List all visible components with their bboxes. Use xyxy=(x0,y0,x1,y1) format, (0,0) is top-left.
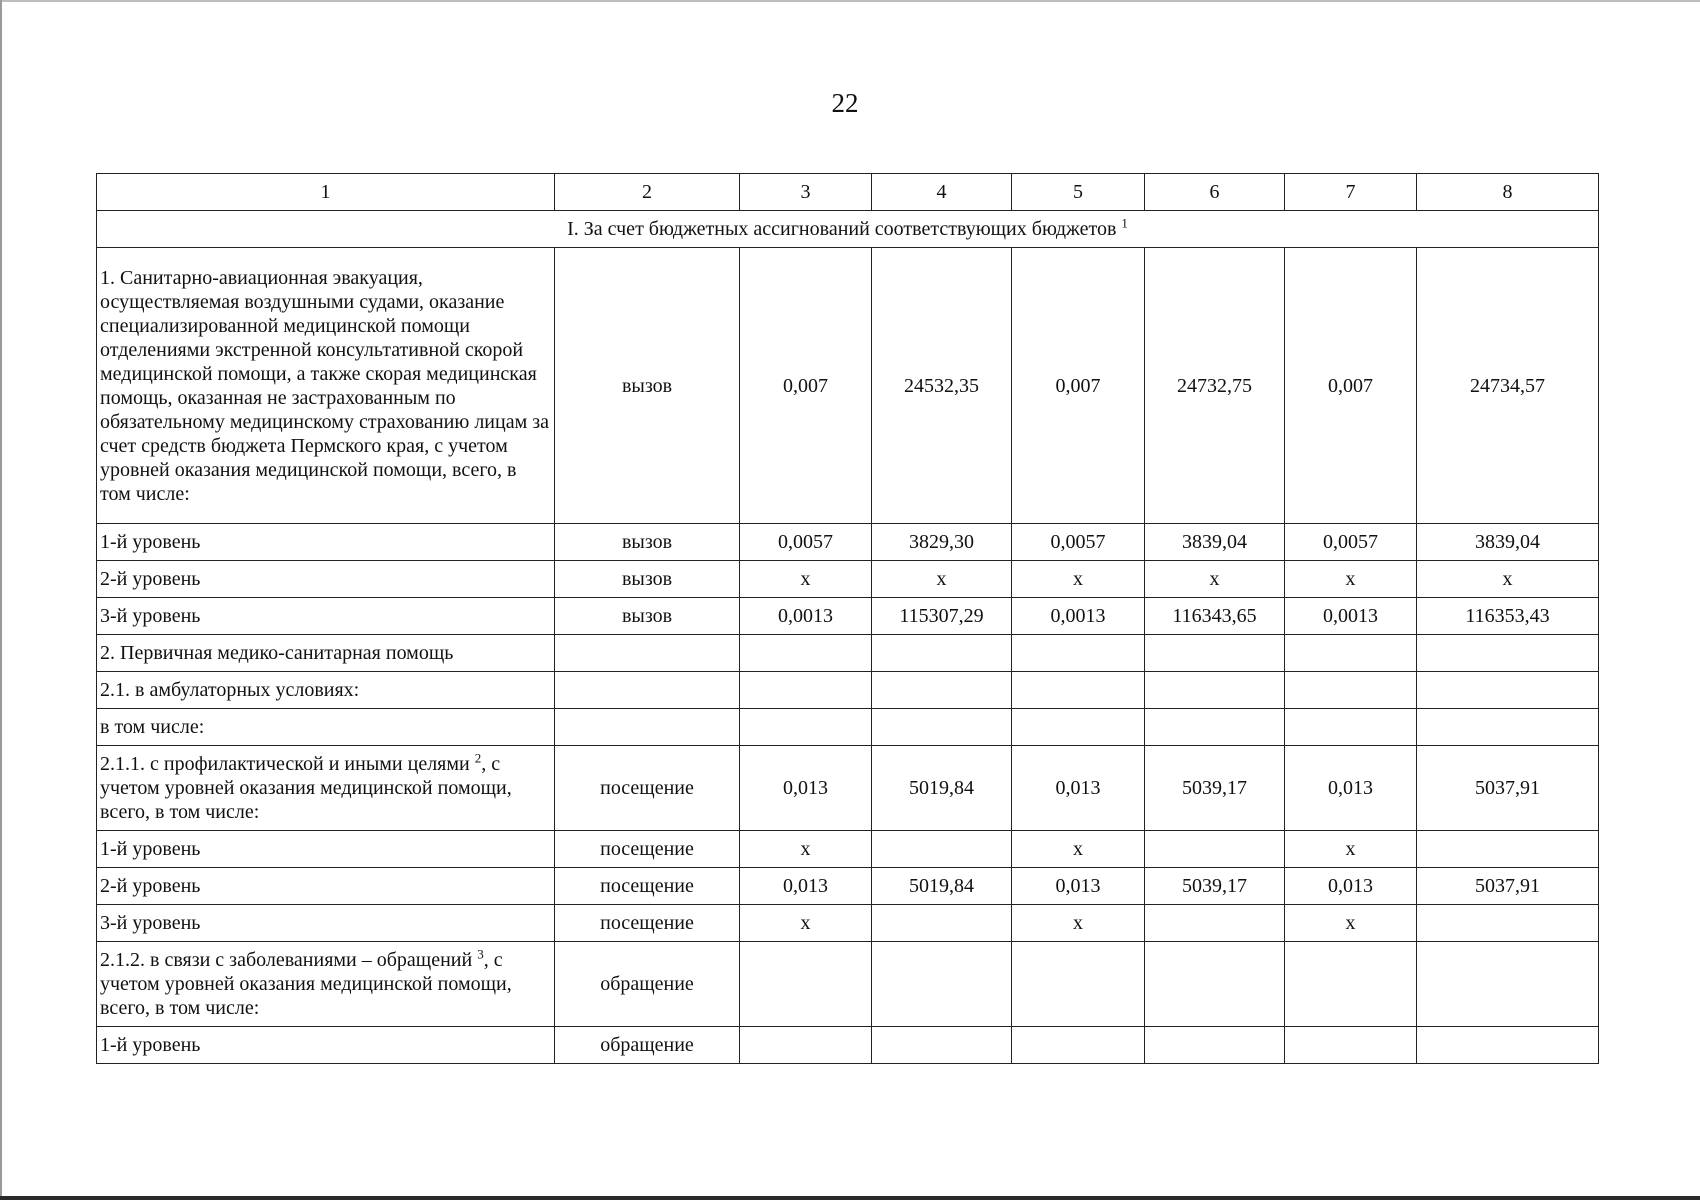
value-cell: 5019,84 xyxy=(872,868,1012,905)
value-cell xyxy=(872,942,1012,1027)
page-number: 22 xyxy=(831,88,859,118)
section-title-cell xyxy=(97,211,1599,248)
row-footnote-mark: 3 xyxy=(477,946,484,962)
value-cell xyxy=(1145,831,1285,868)
unit-cell: посещение xyxy=(555,868,740,905)
value-cell: x xyxy=(740,831,872,868)
column-number: 8 xyxy=(1417,174,1599,211)
value-cell xyxy=(1012,672,1145,709)
row-label-text: , с учетом уровней оказания медицинской помощи, всего, в том числе: xyxy=(100,753,512,823)
row-label: 1-й уровень xyxy=(97,1027,555,1064)
unit-cell: посещение xyxy=(555,905,740,942)
value-cell xyxy=(1417,635,1599,672)
value-cell: 24532,35 xyxy=(872,248,1012,524)
column-number: 3 xyxy=(740,174,872,211)
column-number: 4 xyxy=(872,174,1012,211)
value-cell: x xyxy=(740,561,872,598)
section-title: I. За счет бюджетных ассигнований соответствующих бюджетов xyxy=(567,218,1117,240)
value-cell xyxy=(1417,831,1599,868)
row-label-text: 2.1.1. с профилактической и иными целями xyxy=(100,753,470,775)
value-cell: x xyxy=(1285,561,1417,598)
row-label: 1-й уровень xyxy=(97,524,555,561)
value-cell xyxy=(1285,942,1417,1027)
value-cell: 115307,29 xyxy=(872,598,1012,635)
value-cell: 0,007 xyxy=(1012,248,1145,524)
value-cell xyxy=(740,635,872,672)
column-number-row xyxy=(97,174,1599,211)
table-row xyxy=(97,561,1599,598)
value-cell xyxy=(1417,1027,1599,1064)
value-cell xyxy=(872,635,1012,672)
value-cell: 3839,04 xyxy=(1417,524,1599,561)
unit-cell: вызов xyxy=(555,561,740,598)
value-cell xyxy=(1145,709,1285,746)
value-cell xyxy=(1285,635,1417,672)
value-cell: x xyxy=(1285,831,1417,868)
value-cell: 0,013 xyxy=(1012,746,1145,831)
row-label: 3-й уровень xyxy=(97,905,555,942)
table-row xyxy=(97,905,1599,942)
value-cell: 0,013 xyxy=(1012,868,1145,905)
value-cell: 5037,91 xyxy=(1417,868,1599,905)
row-label xyxy=(97,746,555,831)
section-footnote-mark: 1 xyxy=(1121,215,1128,231)
table-row xyxy=(97,942,1599,1027)
value-cell xyxy=(1285,1027,1417,1064)
value-cell xyxy=(1145,942,1285,1027)
value-cell xyxy=(1012,942,1145,1027)
table-row xyxy=(97,672,1599,709)
row-label: 3-й уровень xyxy=(97,598,555,635)
unit-cell: посещение xyxy=(555,831,740,868)
row-label: 2-й уровень xyxy=(97,561,555,598)
column-number: 5 xyxy=(1012,174,1145,211)
value-cell: 5039,17 xyxy=(1145,868,1285,905)
table-row xyxy=(97,524,1599,561)
value-cell: 5019,84 xyxy=(872,746,1012,831)
value-cell: 0,013 xyxy=(1285,746,1417,831)
value-cell xyxy=(1145,635,1285,672)
value-cell xyxy=(1417,942,1599,1027)
value-cell: 116343,65 xyxy=(1145,598,1285,635)
value-cell: 0,007 xyxy=(1285,248,1417,524)
value-cell xyxy=(1417,709,1599,746)
value-cell xyxy=(740,672,872,709)
value-cell: 0,007 xyxy=(740,248,872,524)
table-row xyxy=(97,746,1599,831)
value-cell: 116353,43 xyxy=(1417,598,1599,635)
value-cell xyxy=(1012,709,1145,746)
value-cell xyxy=(1145,1027,1285,1064)
table-row xyxy=(97,635,1599,672)
scan-edge-top xyxy=(0,0,1700,2)
unit-cell xyxy=(555,672,740,709)
section-header-row xyxy=(97,211,1599,248)
table-row xyxy=(97,709,1599,746)
row-label: 1. Санитарно-авиационная эвакуация, осуществляемая воздушными судами, оказание специализированной медицинской помощи отделениями экстренной консультативной скорой медицинской помощи, а также скорая медицинская помощь, оказанная не застрахованным по обязательному медицинскому страхованию лицам за счет средств бюджета Пермского края, с учетом уровней оказания медицинской помощи, всего, в том числе: xyxy=(97,248,555,524)
value-cell xyxy=(740,942,872,1027)
row-label: 2-й уровень xyxy=(97,868,555,905)
tariff-table xyxy=(96,173,1599,1064)
value-cell: x xyxy=(872,561,1012,598)
value-cell xyxy=(1012,1027,1145,1064)
value-cell: 24732,75 xyxy=(1145,248,1285,524)
row-label-text: 2.1.2. в связи с заболеваниями – обращений xyxy=(100,949,473,971)
value-cell xyxy=(872,672,1012,709)
unit-cell: обращение xyxy=(555,1027,740,1064)
unit-cell xyxy=(555,709,740,746)
table-row xyxy=(97,1027,1599,1064)
value-cell: 0,0057 xyxy=(1285,524,1417,561)
column-number: 7 xyxy=(1285,174,1417,211)
scan-edge-bottom xyxy=(0,1196,1700,1200)
value-cell xyxy=(1145,905,1285,942)
value-cell xyxy=(872,709,1012,746)
value-cell: 0,0013 xyxy=(740,598,872,635)
value-cell: x xyxy=(1145,561,1285,598)
value-cell xyxy=(1285,709,1417,746)
row-footnote-mark: 2 xyxy=(474,750,482,766)
value-cell: 0,0013 xyxy=(1285,598,1417,635)
value-cell: 0,0013 xyxy=(1012,598,1145,635)
value-cell: 0,013 xyxy=(740,746,872,831)
value-cell xyxy=(872,905,1012,942)
value-cell xyxy=(1285,672,1417,709)
value-cell: x xyxy=(1417,561,1599,598)
scan-edge-left xyxy=(0,0,2,1200)
value-cell: 3839,04 xyxy=(1145,524,1285,561)
value-cell: x xyxy=(740,905,872,942)
value-cell xyxy=(872,1027,1012,1064)
value-cell: x xyxy=(1012,561,1145,598)
value-cell xyxy=(1012,635,1145,672)
value-cell xyxy=(1417,672,1599,709)
column-number: 1 xyxy=(97,174,555,211)
value-cell: x xyxy=(1285,905,1417,942)
unit-cell: вызов xyxy=(555,524,740,561)
unit-cell: посещение xyxy=(555,746,740,831)
table-row xyxy=(97,598,1599,635)
table-row xyxy=(97,868,1599,905)
value-cell: 3829,30 xyxy=(872,524,1012,561)
value-cell: x xyxy=(1012,831,1145,868)
row-label-text: , с учетом уровней оказания медицинской помощи, всего, в том числе: xyxy=(100,949,512,1019)
row-label: в том числе: xyxy=(97,709,555,746)
table-row xyxy=(97,248,1599,524)
value-cell: 0,013 xyxy=(1285,868,1417,905)
value-cell: 0,0057 xyxy=(1012,524,1145,561)
unit-cell: вызов xyxy=(555,248,740,524)
value-cell: 24734,57 xyxy=(1417,248,1599,524)
value-cell xyxy=(740,709,872,746)
value-cell: x xyxy=(1012,905,1145,942)
row-label xyxy=(97,942,555,1027)
row-label: 2. Первичная медико-санитарная помощь xyxy=(97,635,555,672)
value-cell: 5037,91 xyxy=(1417,746,1599,831)
column-number: 6 xyxy=(1145,174,1285,211)
value-cell: 5039,17 xyxy=(1145,746,1285,831)
value-cell xyxy=(1417,905,1599,942)
row-label: 1-й уровень xyxy=(97,831,555,868)
row-label: 2.1. в амбулаторных условиях: xyxy=(97,672,555,709)
value-cell xyxy=(740,1027,872,1064)
table-row xyxy=(97,831,1599,868)
unit-cell: вызов xyxy=(555,598,740,635)
value-cell xyxy=(1145,672,1285,709)
value-cell: 0,013 xyxy=(740,868,872,905)
value-cell: 0,0057 xyxy=(740,524,872,561)
unit-cell: обращение xyxy=(555,942,740,1027)
column-number: 2 xyxy=(555,174,740,211)
value-cell xyxy=(872,831,1012,868)
unit-cell xyxy=(555,635,740,672)
